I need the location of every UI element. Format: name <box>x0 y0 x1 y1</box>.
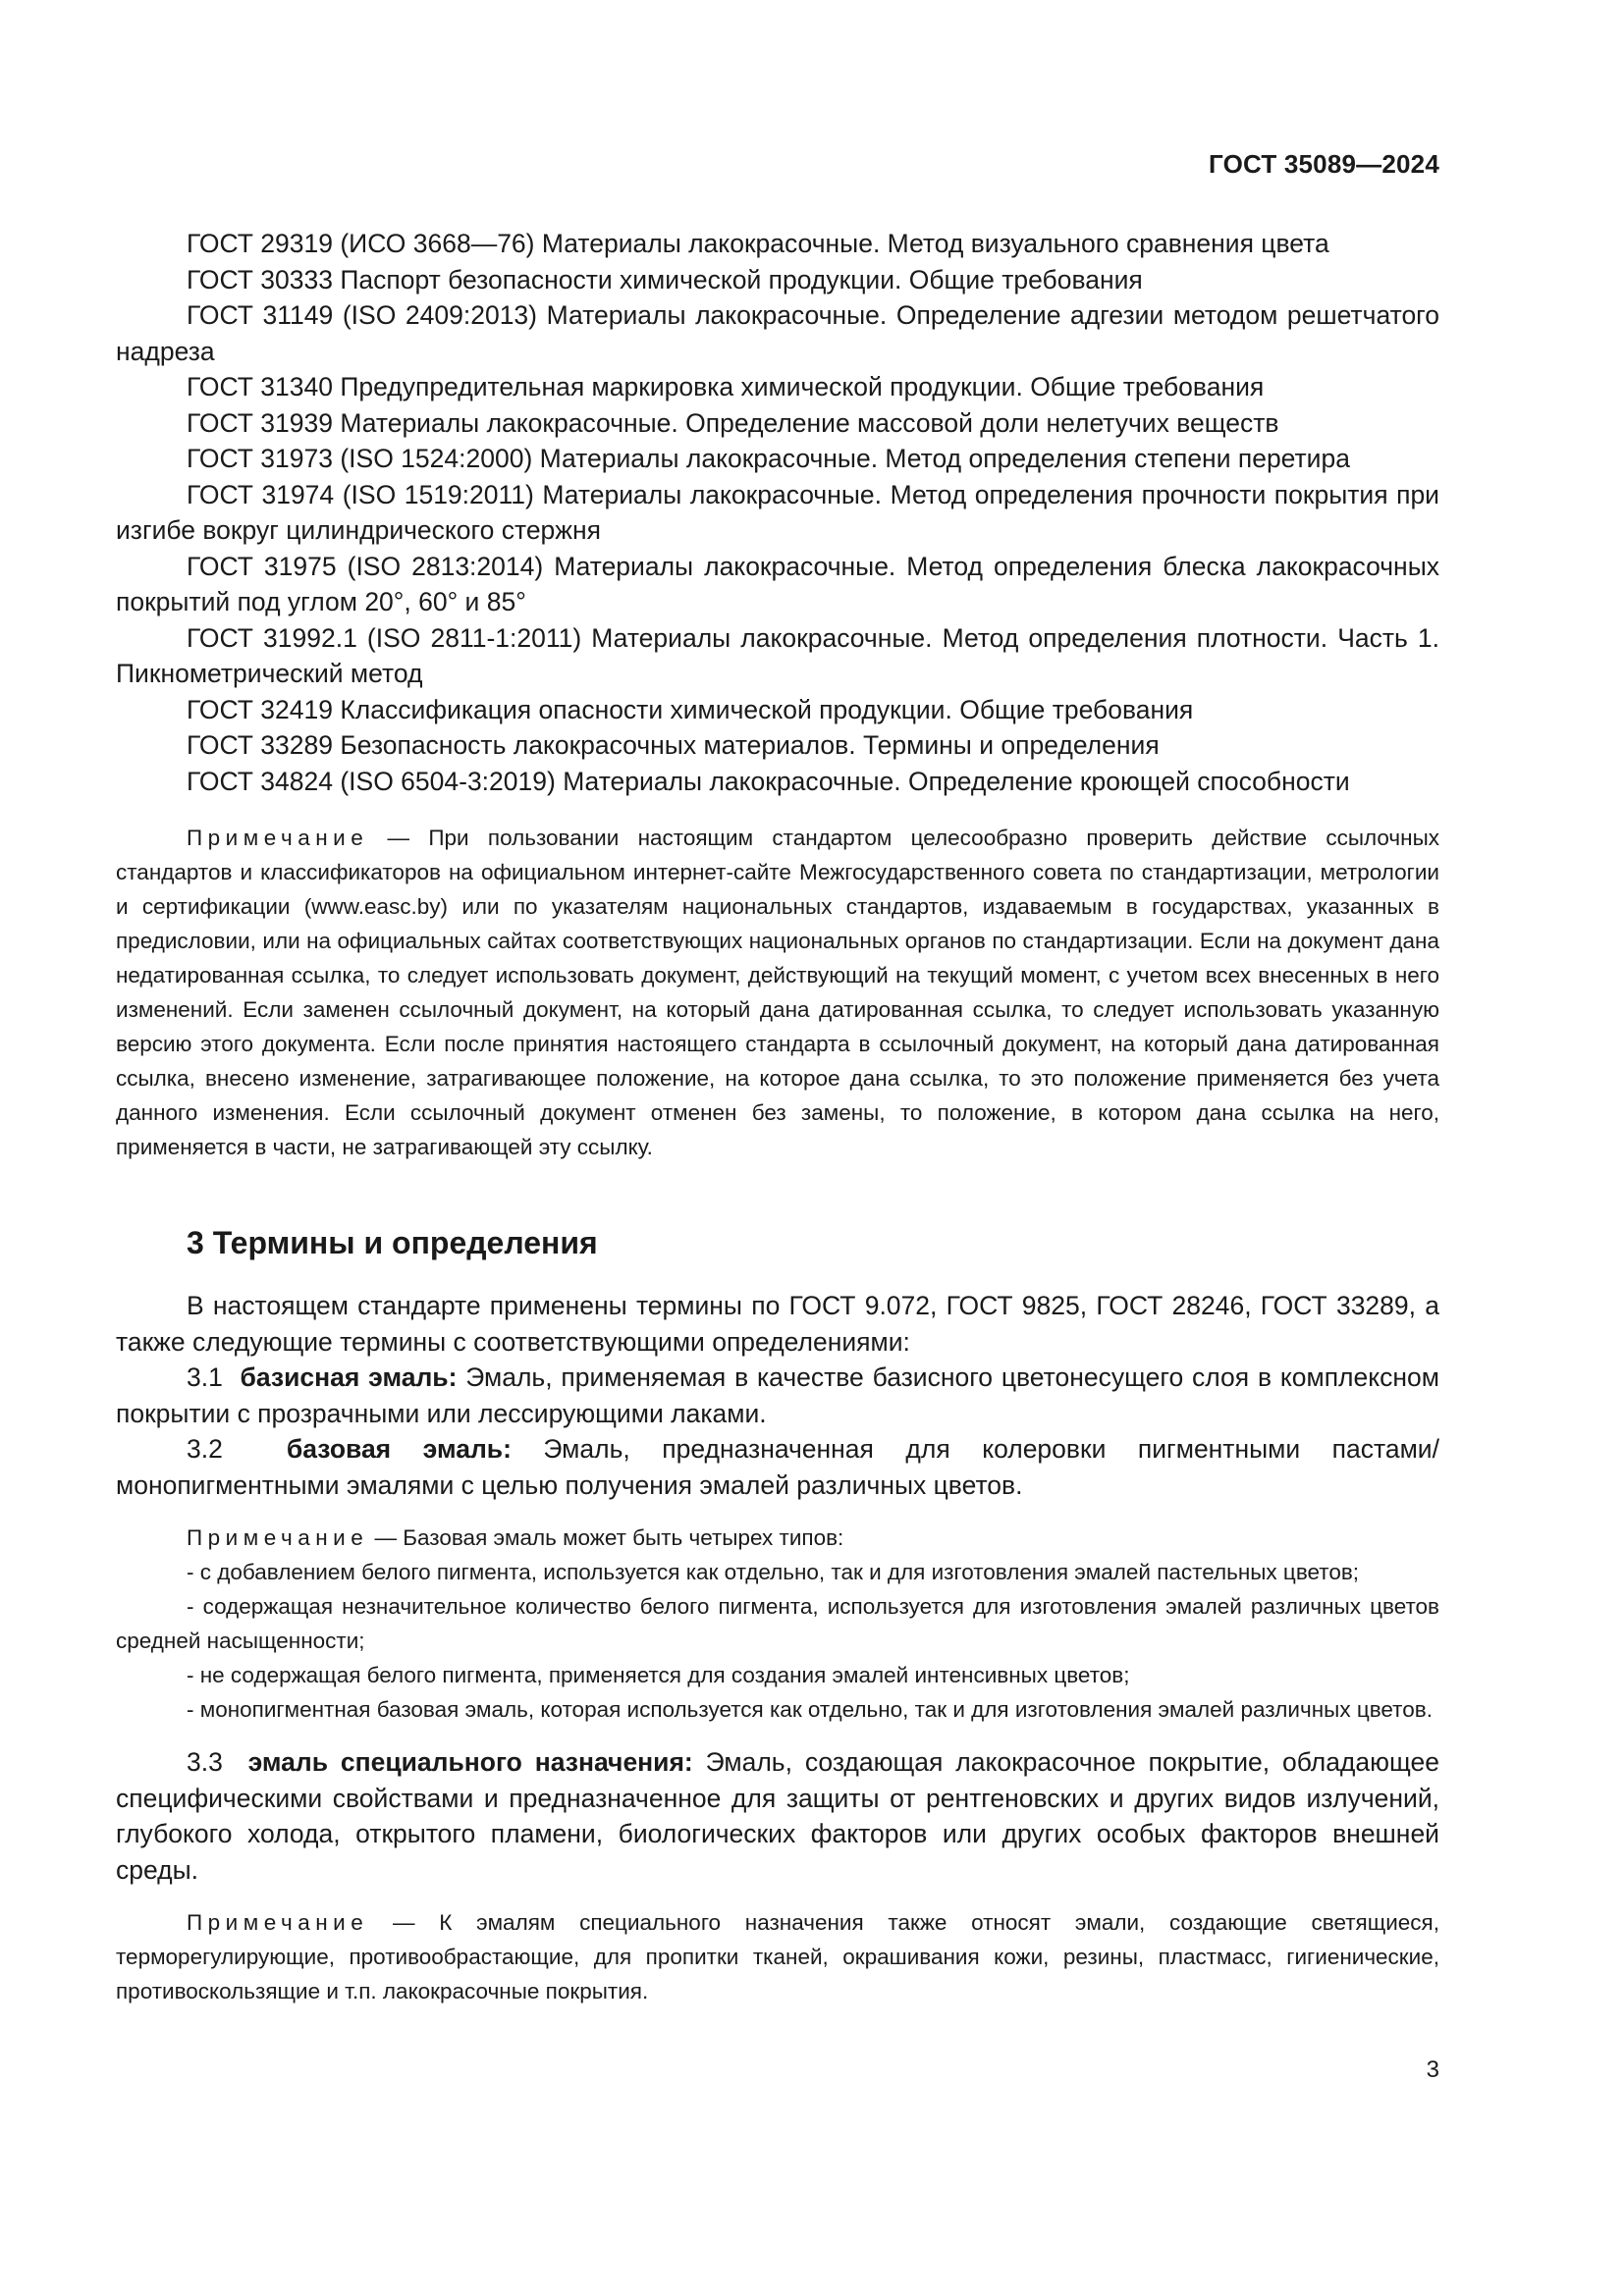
term-number: 3.1 <box>187 1362 223 1392</box>
reference-item: ГОСТ 34824 (ISO 6504-3:2019) Материалы лакокрасочные. Определение кроющей способности <box>187 766 1350 796</box>
reference-note <box>116 821 1439 1164</box>
note-label: Примечание <box>187 1910 369 1935</box>
section-heading: 3 Термины и определения <box>187 1225 598 1260</box>
term-definition: Эмаль, создающая лакокрасочное покрытие, обладающее специфическими свойствами и предназначенное для защиты от рентгеновских и других видов излучений, глубокого холода, открытого пламени, биологических факторов или других особых факторов внешней среды. <box>116 1747 1439 1885</box>
note-label: Примечание <box>187 1525 369 1550</box>
term-name: эмаль специального назначения: <box>247 1747 693 1777</box>
reference-item: ГОСТ 29319 (ИСО 3668—76) Материалы лакокрасочные. Метод визуального сравнения цвета <box>187 229 1329 258</box>
reference-item: ГОСТ 31974 (ISO 1519:2011) Материалы лакокрасочные. Метод определения прочности покрытия при изгибе вокруг цилиндрического стержня <box>116 479 1439 545</box>
reference-item: ГОСТ 30333 Паспорт безопасности химической продукции. Общие требования <box>187 264 1143 294</box>
term-note <box>116 1521 1439 1555</box>
note-text: — При пользовании настоящим стандартом целесообразно проверить действие ссылочных стандартов и классификаторов на официальном интернет-сайте Межгосударственного совета по стандартизации, метрологии и сертификации (www.easc.by) или по указателям национальных стандартов, издаваемым в государствах, указанных в предисловии, или на официальных сайтах соответствующих национальных органов по стандартизации. Если на документ дана недатированная ссылка, то следует использовать документ, действующий на текущий момент, с учетом всех внесенных в него изменений. Если заменен ссылочный документ, на который дана датированная ссылка, то следует использовать указанную версию этого документа. Если после принятия настоящего стандарта в ссылочный документ, на который дана датированная ссылка, внесено изменение, затрагивающее положение, на которое дана ссылка, то это положение применяется без учета данного изменения. Если ссылочный документ отменен без замены, то положение, в котором дана ссылка на него, применяется в части, не затрагивающей эту ссылку. <box>116 826 1439 1159</box>
term-name: базовая эмаль: <box>286 1434 512 1464</box>
reference-item: ГОСТ 31992.1 (ISO 2811-1:2011) Материалы лакокрасочные. Метод определения плотности. Часть 1. Пикнометрический метод <box>116 622 1439 688</box>
note-text: — К эмалям специального назначения также относят эмали, создающие светящиеся, терморегулирующие, противообрастающие, для пропитки тканей, окрашивания кожи, резины, пластмасс, гигиенические, противоскользящие и т.п. лакокрасочные покрытия. <box>116 1910 1439 2003</box>
term-entry <box>116 1360 1439 1431</box>
standard-code-header: ГОСТ 35089—2024 <box>1209 149 1439 179</box>
note-text: — Базовая эмаль может быть четырех типов: <box>374 1525 844 1550</box>
page-number: 3 <box>1426 2056 1439 2083</box>
term-entry <box>116 1431 1439 1503</box>
reference-item: ГОСТ 31939 Материалы лакокрасочные. Определение массовой доли нелетучих веществ <box>187 407 1279 438</box>
note-list-item: - с добавлением белого пигмента, используется как отдельно, так и для изготовления эмалей пастельных цветов; <box>187 1560 1360 1584</box>
note-list-item: - не содержащая белого пигмента, применяется для создания эмалей интенсивных цветов; <box>187 1663 1130 1687</box>
term-definition: Эмаль, предназначенная для колеровки пигментными пастами/монопигментными эмалями с целью получения эмалей различных цветов. <box>116 1434 1439 1500</box>
note-label: Примечание <box>187 826 369 850</box>
reference-item: ГОСТ 33289 Безопасность лакокрасочных материалов. Термины и определения <box>187 730 1160 760</box>
term-definition: Эмаль, применяемая в качестве базисного цветонесущего слоя в комплексном покрытии с прозрачными или лессирующими лаками. <box>116 1362 1439 1428</box>
reference-item: ГОСТ 31975 (ISO 2813:2014) Материалы лакокрасочные. Метод определения блеска лакокрасочных покрытий под углом 20°, 60° и 85° <box>116 551 1439 616</box>
note-list-item: - содержащая незначительное количество белого пигмента, используется для изготовления эмалей различных цветов средней насыщенности; <box>116 1594 1439 1653</box>
term-name: базисная эмаль: <box>240 1362 458 1392</box>
term-entry <box>116 1744 1439 1888</box>
reference-item: ГОСТ 32419 Классификация опасности химической продукции. Общие требования <box>187 694 1194 724</box>
reference-item: ГОСТ 31149 (ISO 2409:2013) Материалы лакокрасочные. Определение адгезии методом решетчатого надреза <box>116 300 1439 366</box>
section-intro: В настоящем стандарте применены термины по ГОСТ 9.072, ГОСТ 9825, ГОСТ 28246, ГОСТ 33289, а также следующие термины с соответствующими определениями: <box>116 1291 1439 1357</box>
reference-item: ГОСТ 31973 (ISO 1524:2000) Материалы лакокрасочные. Метод определения степени перетира <box>187 444 1350 473</box>
note-list-item: - монопигментная базовая эмаль, которая используется как отдельно, так и для изготовления эмалей различных цветов. <box>187 1697 1433 1722</box>
term-note <box>116 1905 1439 2008</box>
document-body <box>116 226 1439 2008</box>
reference-item: ГОСТ 31340 Предупредительная маркировка химической продукции. Общие требования <box>187 372 1265 401</box>
term-number: 3.3 <box>187 1747 223 1777</box>
term-number: 3.2 <box>187 1434 223 1464</box>
reference-list <box>116 226 1439 799</box>
